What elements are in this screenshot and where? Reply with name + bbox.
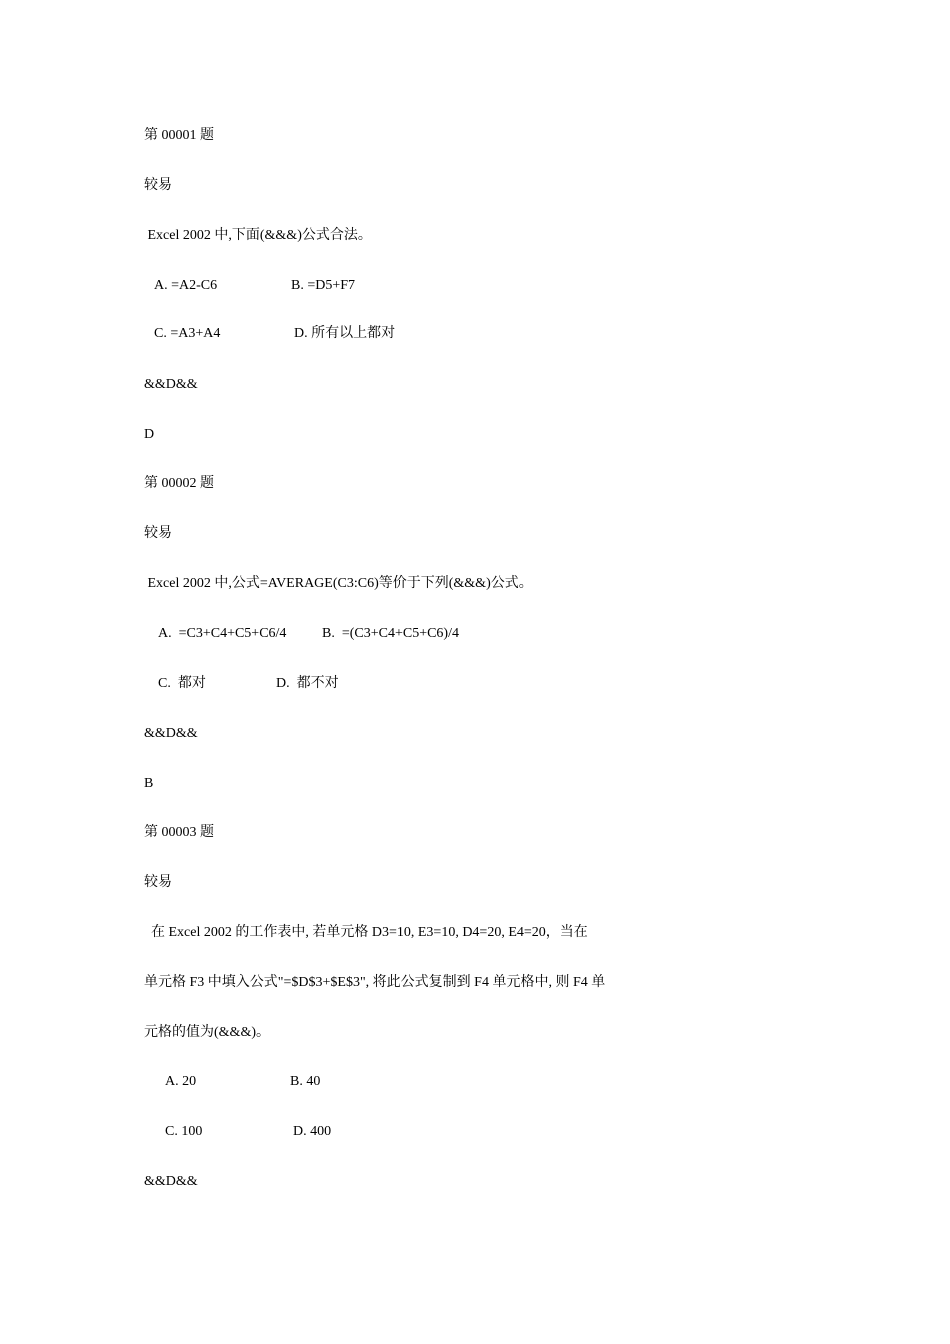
option-c: C. 100 bbox=[165, 1124, 203, 1139]
option-d: D. 都不对 bbox=[276, 676, 339, 691]
question-stem-line-1: 在 Excel 2002 的工作表中, 若单元格 D3=10, E3=10, D4=20, E4=20，当在 bbox=[144, 925, 588, 940]
option-d: D. 400 bbox=[293, 1124, 332, 1139]
answer: D bbox=[144, 427, 155, 442]
question-number: 第 00003 题 bbox=[144, 825, 214, 840]
question-stem: Excel 2002 中,下面(&&&)公式合法。 bbox=[144, 228, 372, 243]
option-c: C. 都对 bbox=[158, 676, 206, 691]
question-stem-line-3: 元格的值为(&&&)。 bbox=[144, 1025, 270, 1040]
option-b: B. =(C3+C4+C5+C6)/4 bbox=[322, 626, 459, 641]
question-stem-line-2: 单元格 F3 中填入公式"=$D$3+$E$3", 将此公式复制到 F4 单元格中, 则 F4 单 bbox=[144, 975, 606, 990]
option-c: C. =A3+A4 bbox=[154, 326, 221, 341]
question-number: 第 00002 题 bbox=[144, 476, 214, 491]
question-difficulty: 较易 bbox=[144, 526, 172, 541]
option-b: B. 40 bbox=[290, 1074, 321, 1089]
question-difficulty: 较易 bbox=[144, 178, 172, 193]
answer-marker: &&D&& bbox=[144, 1174, 198, 1189]
option-a: A. =A2-C6 bbox=[154, 278, 218, 293]
option-d: D. 所有以上都对 bbox=[294, 326, 396, 341]
answer-marker: &&D&& bbox=[144, 377, 198, 392]
question-number: 第 00001 题 bbox=[144, 128, 214, 143]
question-difficulty: 较易 bbox=[144, 875, 172, 890]
answer: B bbox=[144, 776, 154, 791]
option-b: B. =D5+F7 bbox=[291, 278, 356, 293]
option-a: A. 20 bbox=[165, 1074, 197, 1089]
option-a: A. =C3+C4+C5+C6/4 bbox=[158, 626, 287, 641]
answer-marker: &&D&& bbox=[144, 726, 198, 741]
question-stem: Excel 2002 中,公式=AVERAGE(C3:C6)等价于下列(&&&)公式。 bbox=[144, 576, 533, 591]
